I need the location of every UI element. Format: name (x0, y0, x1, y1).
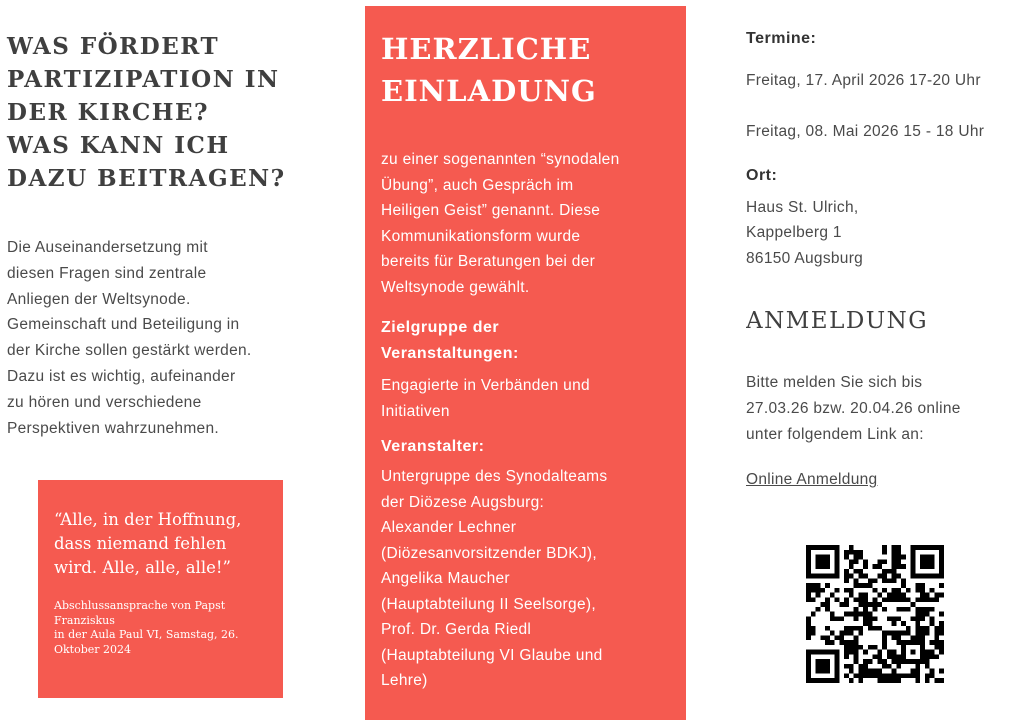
organizer-line: Lehre) (381, 672, 428, 689)
organizer-line: der Diözese Augsburg: (381, 493, 545, 511)
invitation-line: Weltsynode gewählt. (381, 278, 530, 296)
date-1: Freitag, 17. April 2026 17-20 Uhr (746, 72, 981, 89)
right-column (746, 30, 1024, 489)
organizer-line: (Diözesanvorsitzender BDKJ), (381, 544, 597, 562)
headline-line: WAS KANN ICH (7, 132, 230, 159)
address-line: Haus St. Ulrich, (746, 198, 859, 216)
location-heading: Ort: (746, 166, 778, 184)
quote-source-line: Franziskus (54, 613, 115, 627)
target-heading-line: Zielgruppe der (381, 319, 500, 336)
invitation-panel (365, 6, 686, 720)
intro-line: diesen Fragen sind zentrale (7, 264, 207, 282)
organizer-heading-text: Veranstalter: (381, 438, 485, 455)
invitation-line: bereits für Beratungen bei der (381, 253, 596, 270)
intro-line: Gemeinschaft und Beteiligung in (7, 316, 240, 334)
address (746, 195, 1024, 272)
target-group-text (381, 373, 670, 424)
organizer-line: (Hauptabteilung VI Glaube und (381, 646, 603, 664)
organizer-line: Alexander Lechner (381, 519, 517, 536)
quote-source-line: in der Aula Paul VI, Samstag, 26. (54, 628, 239, 641)
invitation-line: Kommunikationsform wurde (381, 227, 581, 245)
invitation-text (381, 147, 670, 300)
invitation-line: Heiligen Geist” genannt. Diese (381, 202, 601, 219)
target-heading-line: Veranstaltungen: (381, 345, 519, 362)
online-registration-link[interactable]: Online Anmeldung (746, 471, 878, 489)
registration-link-row (746, 471, 1024, 489)
quote-source-line: Oktober 2024 (54, 642, 132, 656)
organizer-line: Angelika Maucher (381, 570, 510, 587)
quote-line: wird. Alle, alle, alle!” (54, 558, 231, 577)
dates-heading: Termine: (746, 30, 817, 47)
date-2: Freitag, 08. Mai 2026 15 - 18 Uhr (746, 122, 985, 140)
target-line: Initiativen (381, 402, 450, 420)
address-line: Kappelberg 1 (746, 224, 842, 242)
quote-source (54, 599, 267, 657)
headline-line: WAS FÖRDERT (7, 33, 220, 60)
organizer-heading (381, 434, 670, 460)
target-line: Engagierte in Verbänden und (381, 377, 590, 394)
invitation-line: zu einer sogenannten “synodalen (381, 151, 620, 168)
registration-text (746, 370, 1024, 447)
intro-line: Dazu ist es wichtig, aufeinander (7, 367, 236, 385)
intro-line: Die Auseinandersetzung mit (7, 239, 208, 256)
qr-code-icon[interactable] (806, 545, 944, 683)
quote-line: dass niemand fehlen (54, 534, 227, 553)
intro-line: Perspektiven wahrzunehmen. (7, 419, 219, 437)
main-headline (7, 30, 327, 195)
intro-line: der Kirche sollen gestärkt werden. (7, 342, 252, 360)
registration-line: unter folgendem Link an: (746, 425, 924, 443)
headline-line: PARTIZIPATION IN (7, 66, 280, 93)
headline-line: DAZU BEITRAGEN? (7, 165, 286, 192)
invitation-title (381, 28, 670, 112)
headline-line: DER KIRCHE? (7, 99, 210, 126)
quote-text (54, 508, 267, 580)
left-column (7, 30, 327, 195)
invitation-title-line: EINLADUNG (381, 74, 597, 108)
intro-line: zu hören und verschiedene (7, 393, 202, 411)
invitation-line: Übung”, auch Gespräch im (381, 176, 574, 194)
organizer-text (381, 464, 670, 694)
quote-box (38, 480, 283, 698)
organizer-line: (Hauptabteilung II Seelsorge), (381, 595, 596, 613)
registration-line: 27.03.26 bzw. 20.04.26 online (746, 399, 961, 417)
organizer-line: Prof. Dr. Gerda Riedl (381, 621, 532, 638)
registration-line: Bitte melden Sie sich bis (746, 373, 923, 391)
registration-title: ANMELDUNG (746, 307, 929, 334)
target-group-heading (381, 315, 670, 367)
organizer-line: Untergruppe des Synodalteams (381, 468, 608, 485)
quote-line: “Alle, in der Hoffnung, (54, 510, 242, 529)
invitation-title-line: HERZLICHE (381, 32, 592, 66)
address-line: 86150 Augsburg (746, 250, 864, 268)
intro-paragraph (7, 235, 327, 441)
quote-source-line: Abschlussansprache von Papst (54, 599, 226, 612)
intro-line: Anliegen der Weltsynode. (7, 290, 191, 308)
